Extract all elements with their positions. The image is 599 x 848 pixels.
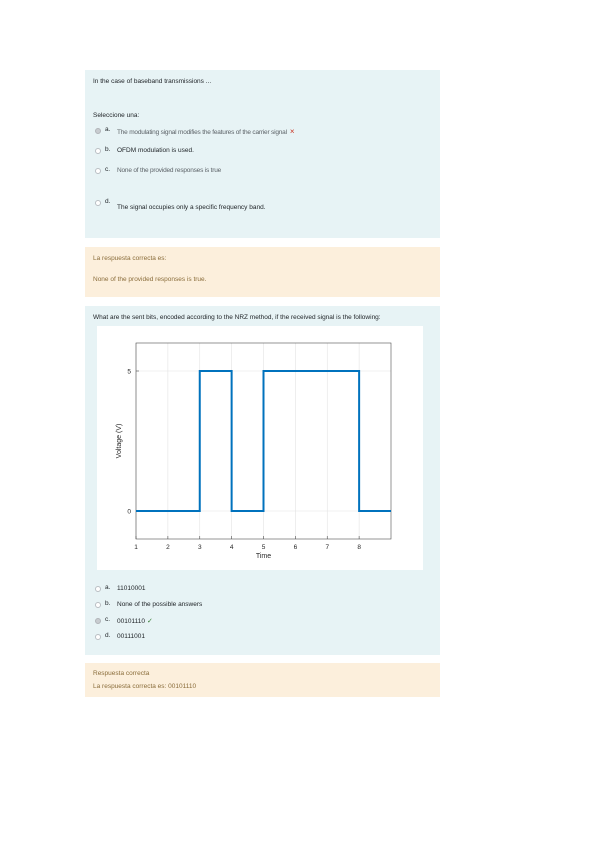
q1-option-c[interactable]: [95, 166, 425, 178]
chart-svg: [97, 326, 423, 570]
radio-button[interactable]: [95, 602, 101, 608]
nrz-signal-chart: [97, 326, 423, 570]
y-tick-label: 0: [127, 508, 131, 516]
q2-option-a[interactable]: [95, 584, 425, 596]
option-letter: c.: [105, 166, 111, 173]
option-text: None of the possible answers: [117, 601, 203, 608]
question-1-prompt: In the case of baseband transmissions ...: [93, 78, 212, 85]
question-2-prompt: What are the sent bits, encoded according to the NRZ method, if the received signal is the following:: [93, 314, 381, 321]
option-text: 00111001: [117, 633, 145, 640]
feedback-status: Respuesta correcta: [93, 670, 150, 677]
feedback-1-panel: [85, 247, 440, 297]
x-tick-label: 7: [325, 544, 330, 551]
q2-option-d[interactable]: [95, 632, 425, 644]
x-tick-label: 8: [357, 544, 361, 551]
q2-option-c[interactable]: [95, 616, 425, 628]
option-letter: a.: [105, 126, 111, 133]
option-letter: c.: [105, 616, 111, 623]
x-tick-label: 5: [261, 544, 266, 551]
correct-check-icon: ✓: [146, 618, 153, 625]
feedback-2-panel: [85, 663, 440, 697]
radio-button[interactable]: [95, 586, 101, 592]
x-tick-label: 2: [166, 544, 170, 551]
option-text: The signal occupies only a specific frequency band.: [117, 204, 266, 211]
radio-button[interactable]: [95, 128, 101, 134]
radio-button[interactable]: [95, 168, 101, 174]
radio-button[interactable]: [95, 618, 101, 624]
q1-option-b[interactable]: [95, 146, 425, 158]
incorrect-icon: ×: [289, 127, 295, 136]
q2-option-b[interactable]: [95, 600, 425, 612]
correct-answer-label: La respuesta correcta es:: [93, 255, 167, 262]
radio-button[interactable]: [95, 148, 101, 154]
y-axis-label: Voltage (V): [116, 423, 123, 459]
option-letter: b.: [105, 146, 111, 153]
option-text: OFDM modulation is used.: [117, 147, 194, 154]
option-text: The modulating signal modifies the features of the carrier signal ×: [117, 127, 295, 136]
option-letter: d.: [105, 632, 111, 639]
option-text: 11010001: [117, 585, 146, 592]
q1-option-d[interactable]: [95, 198, 425, 210]
radio-button[interactable]: [95, 634, 101, 640]
radio-button[interactable]: [95, 200, 101, 206]
option-text: 00101110 ✓: [117, 618, 153, 625]
x-tick-label: 6: [293, 544, 298, 551]
correct-answer-text: None of the provided responses is true.: [93, 276, 207, 283]
option-letter: b.: [105, 600, 111, 607]
x-axis-label: Time: [255, 553, 272, 560]
option-letter: a.: [105, 584, 111, 591]
option-text: None of the provided responses is true: [117, 167, 222, 174]
x-tick-label: 1: [134, 544, 138, 551]
q1-option-a[interactable]: [95, 126, 425, 138]
x-tick-label: 3: [197, 544, 202, 551]
y-tick-label: 5: [127, 368, 131, 376]
option-letter: d.: [105, 198, 111, 205]
x-tick-label: 4: [229, 544, 234, 551]
select-label: Seleccione una:: [93, 112, 140, 119]
correct-answer-text: La respuesta correcta es: 00101110: [93, 683, 197, 690]
